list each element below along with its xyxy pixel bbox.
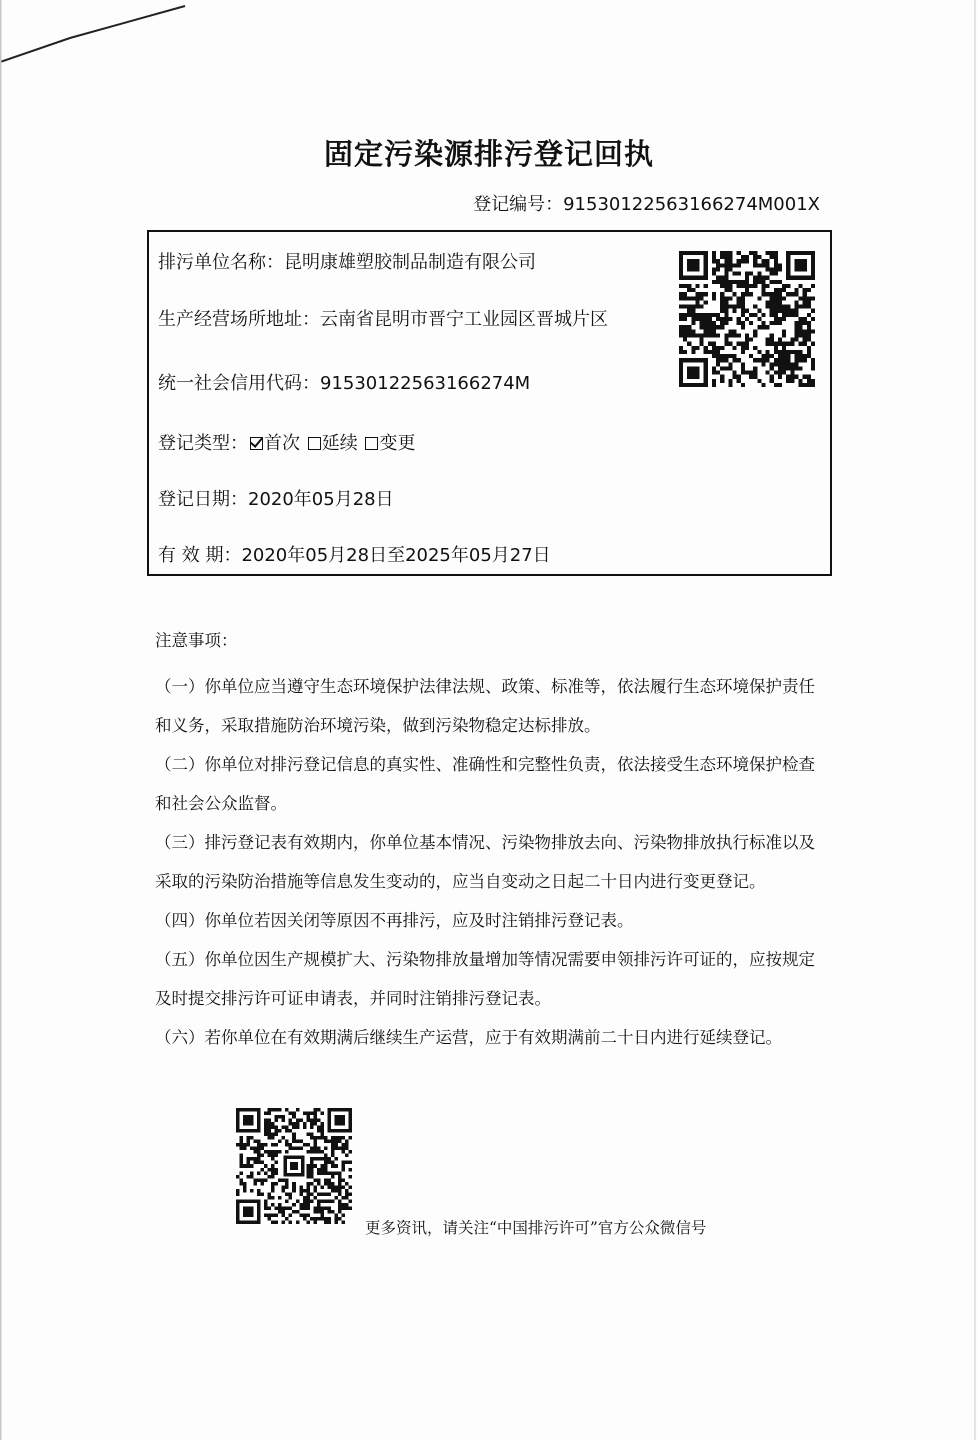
registration-qr-code [679, 248, 815, 390]
note-item-5: （五）你单位因生产规模扩大、污染物排放量增加等情况需要申领排污许可证的，应按规定及时提交排污许可证申请表，并同时注销排污登记表。 [155, 950, 815, 1008]
notes-title: 注意事项： [155, 631, 238, 650]
note-item-4: （四）你单位若因关闭等原因不再排污，应及时注销排污登记表。 [155, 911, 634, 930]
address-label: 生产经营场所地址： [158, 309, 320, 330]
wechat-qr-code [233, 1108, 355, 1224]
notes-section [155, 627, 825, 1057]
checkbox-renewal [308, 437, 321, 450]
registration-type-row [158, 429, 415, 455]
registration-info-box [147, 230, 832, 576]
option-renewal-label: 延续 [321, 433, 358, 454]
credit-code-label: 统一社会信用代码： [158, 373, 320, 394]
registration-number-value: 91530122563166274M001X [563, 194, 820, 215]
registration-number [473, 190, 820, 216]
address-row [158, 305, 608, 331]
registration-date-value: 2020年05月28日 [248, 489, 394, 510]
registration-number-label: 登记编号： [473, 194, 564, 215]
validity-row [158, 541, 551, 567]
address-value: 云南省昆明市晋宁工业园区晋城片区 [320, 309, 608, 330]
unit-name-row [158, 248, 536, 274]
unit-name-label: 排污单位名称： [158, 252, 284, 273]
checkbox-change [365, 437, 378, 450]
note-item-6: （六）若你单位在有效期满后继续生产运营，应于有效期满前二十日内进行延续登记。 [155, 1028, 782, 1047]
document-title: 固定污染源排污登记回执 [323, 137, 654, 171]
note-item-2: （二）你单位对排污登记信息的真实性、准确性和完整性负责，依法接受生态环境保护检查和社会公众监督。 [155, 755, 815, 813]
unit-name-value: 昆明康雄塑胶制品制造有限公司 [284, 252, 536, 273]
credit-code-row [158, 369, 530, 395]
registration-type-label: 登记类型： [158, 433, 248, 454]
checkbox-first-time [250, 437, 263, 450]
note-item-1: （一）你单位应当遵守生态环境保护法律法规、政策、标准等，依法履行生态环境保护责任和义务，采取措施防治环境污染，做到污染物稳定达标排放。 [155, 677, 815, 735]
credit-code-value: 91530122563166274M [320, 373, 531, 394]
validity-value: 2020年05月28日至2025年05月27日 [241, 545, 551, 566]
option-change-label: 变更 [379, 433, 416, 454]
option-first-time-label: 首次 [264, 433, 300, 454]
registration-date-row [158, 485, 394, 511]
note-item-3: （三）排污登记表有效期内，你单位基本情况、污染物排放去向、污染物排放执行标准以及采取的污染防治措施等信息发生变动的，应当自变动之日起二十日内进行变更登记。 [155, 833, 815, 891]
registration-date-label: 登记日期： [158, 489, 248, 510]
footer-wechat-notice: 更多资讯，请关注“中国排污许可”官方公众微信号 [365, 1219, 707, 1237]
validity-label: 有 效 期： [158, 545, 242, 566]
